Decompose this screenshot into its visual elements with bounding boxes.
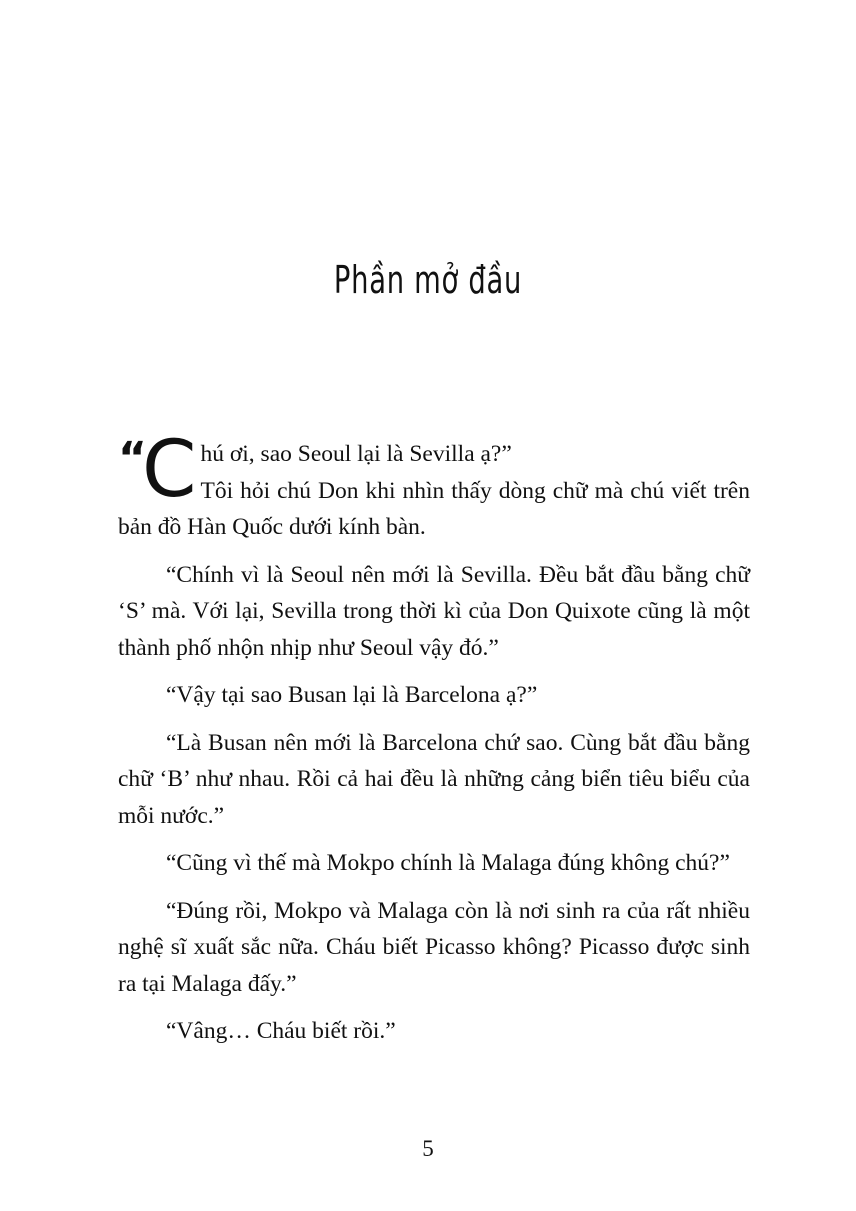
paragraph: “Là Busan nên mới là Barcelona chứ sao. Cùng bắt đầu bằng chữ ‘B’ như nhau. Rồi cả hai đều là những cảng biển tiêu biểu của mỗi nước.”: [118, 729, 750, 829]
drop-cap: C: [142, 425, 197, 515]
opening-first-line-text: hú ơi, sao Seoul lại là Sevilla ạ?”: [200, 441, 512, 467]
opening-first-line: [118, 425, 750, 546]
paragraph: “Cũng vì thế mà Mokpo chính là Malaga đúng không chú?”: [166, 850, 730, 876]
opening-paragraph: [118, 425, 750, 557]
chapter-body: [118, 425, 750, 1061]
chapter-title: Phần mở đầu: [333, 258, 523, 302]
paragraph: “Vậy tại sao Busan lại là Barcelona ạ?”: [166, 682, 538, 708]
opening-quote-mark: “: [118, 433, 147, 484]
opening-continuation: Tôi hỏi chú Don khi nhìn thấy dòng chữ mà chú viết trên bản đồ Hàn Quốc dưới kính bàn.: [118, 477, 750, 540]
paragraph: “Chính vì là Seoul nên mới là Sevilla. Đều bắt đầu bằng chữ ‘S’ mà. Với lại, Sevilla trong thời kì của Don Quixote cũng là một thành phố nhộn nhịp như Seoul vậy đó.”: [118, 561, 750, 661]
paragraph: “Đúng rồi, Mokpo và Malaga còn là nơi sinh ra của rất nhiều nghệ sĩ xuất sắc nữa. Cháu biết Picasso không? Picasso được sinh ra tại Malaga đấy.”: [118, 897, 750, 997]
page-number: 5: [422, 1136, 434, 1161]
paragraph: “Vâng… Cháu biết rồi.”: [166, 1018, 396, 1044]
